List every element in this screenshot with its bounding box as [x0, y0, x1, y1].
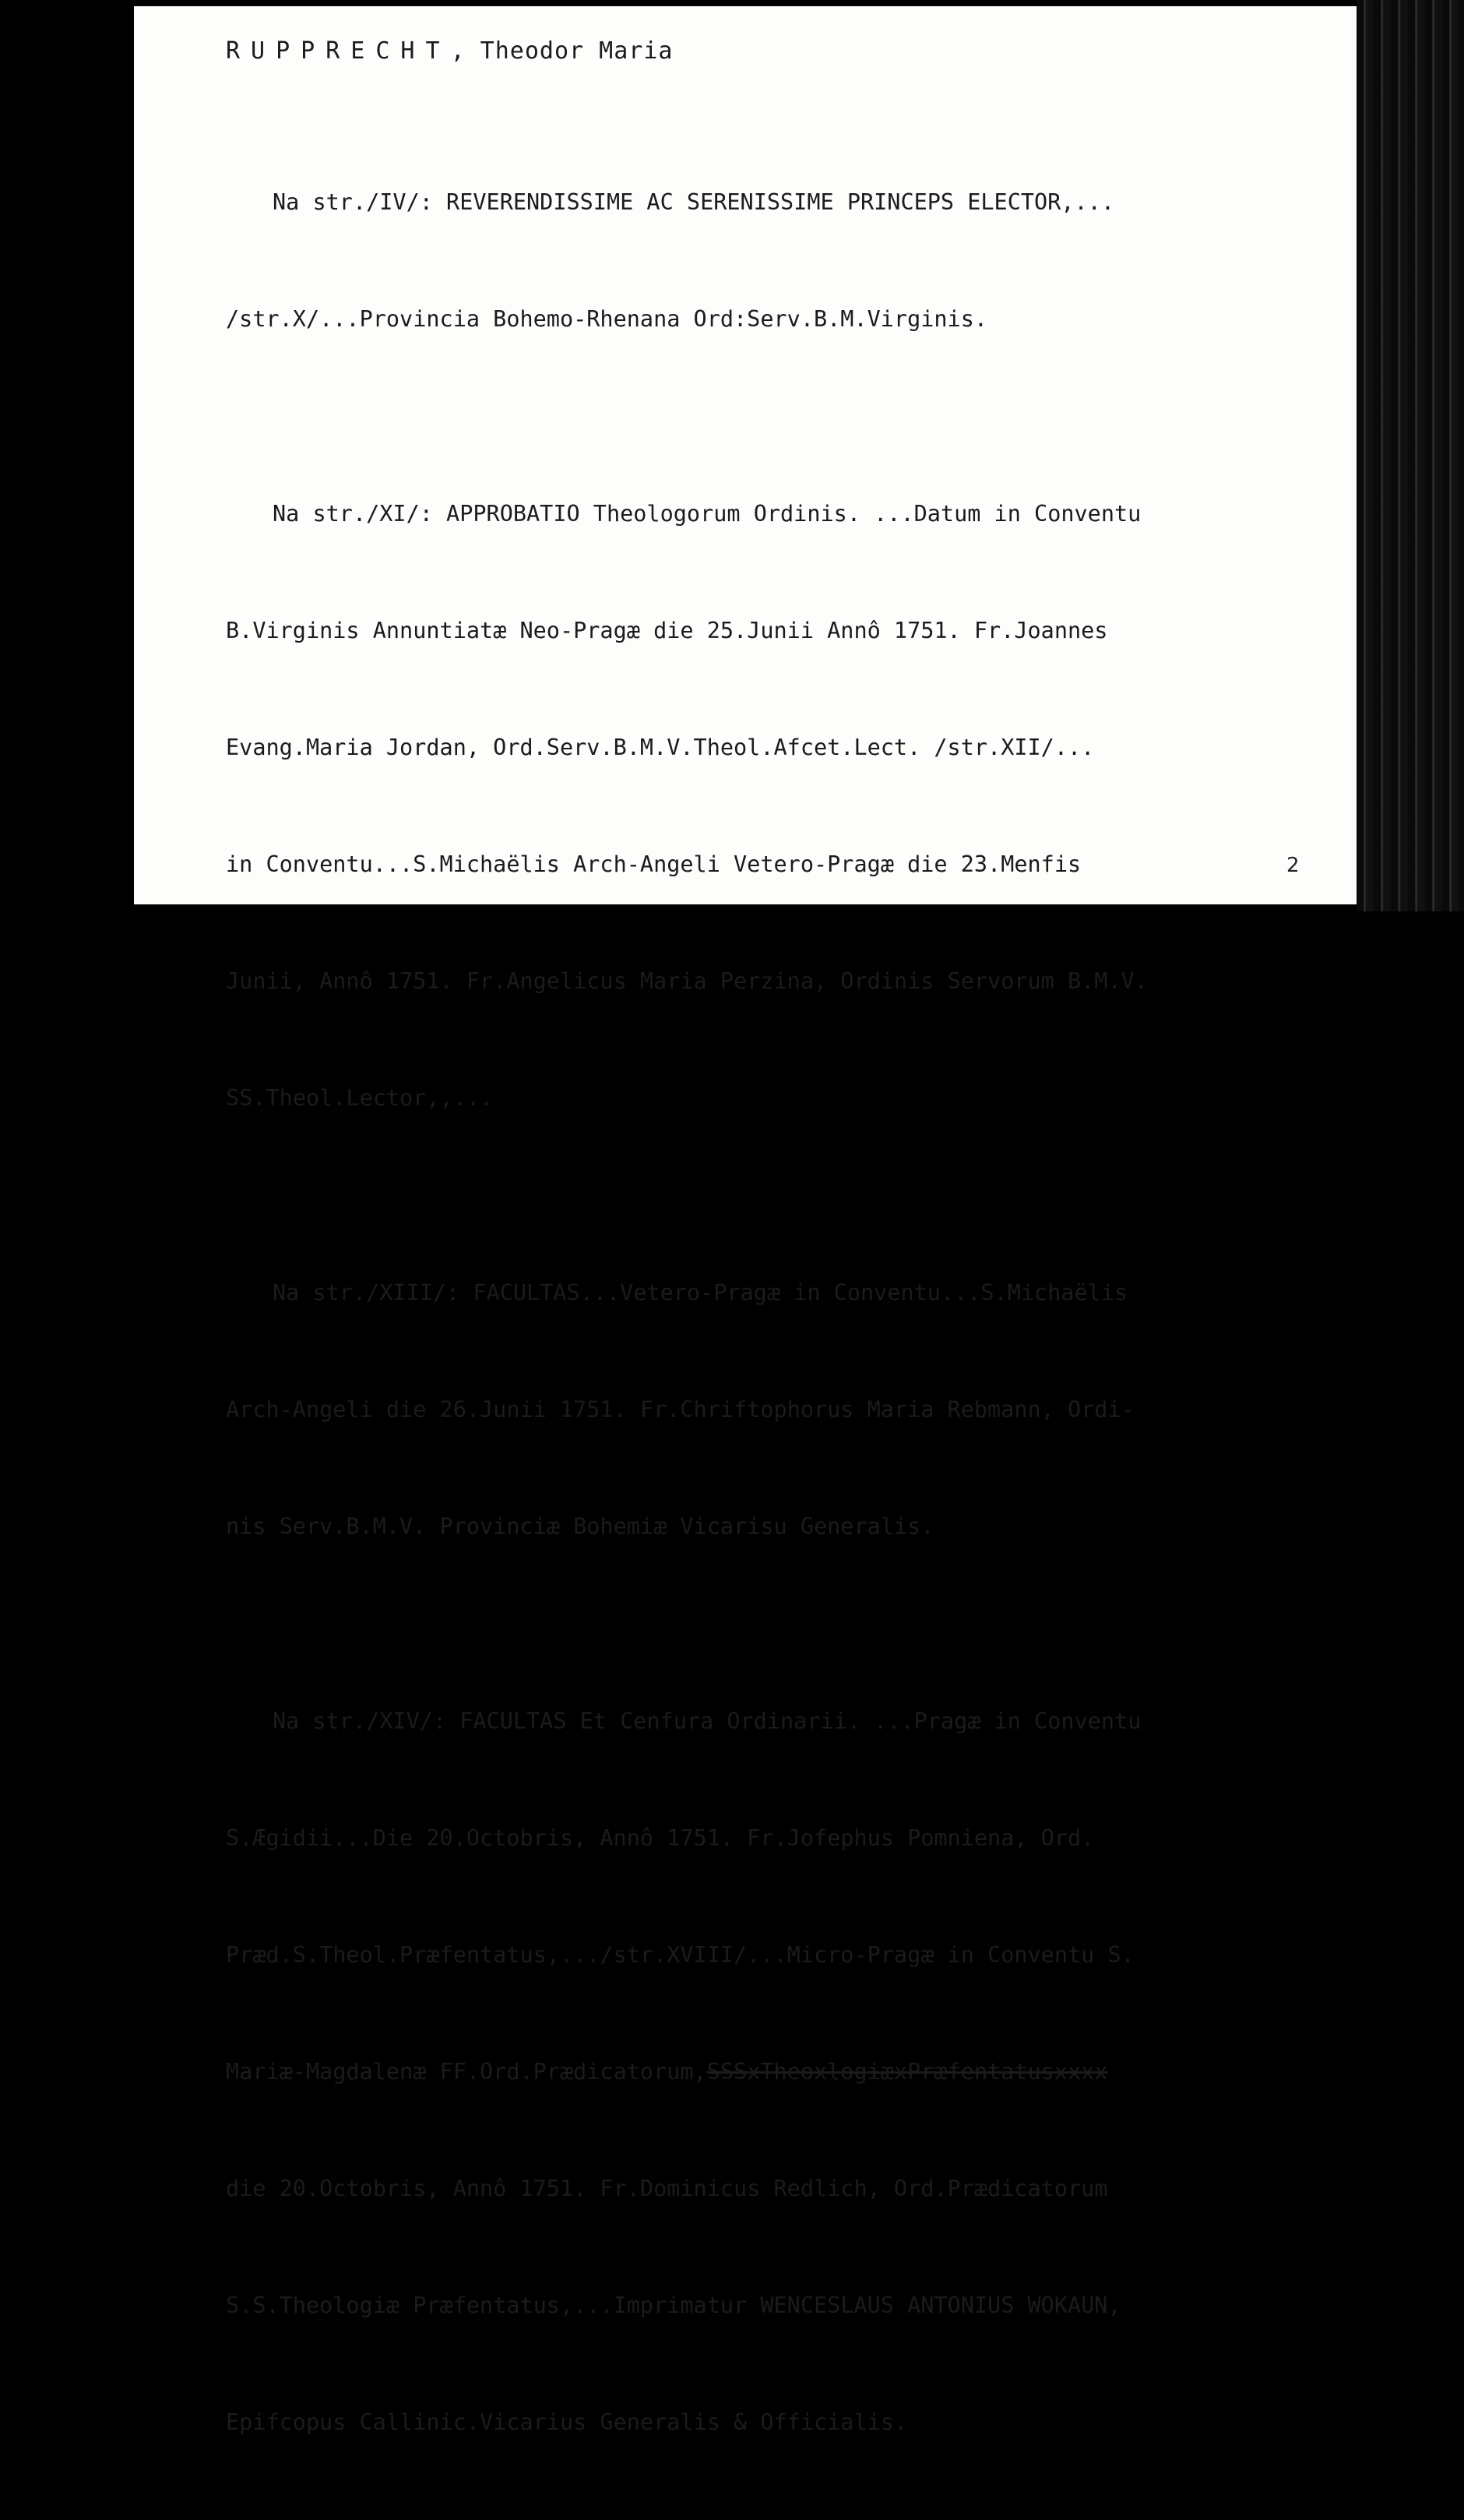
text-line: Arch-Angeli die 26.Junii 1751. Fr.Chriftophorus Maria Rebmann, Ordi-	[226, 1397, 1135, 1422]
scan-edge-shadow	[1357, 0, 1464, 911]
struck-out-text: SSSxTheoxlogiæxPræfentatusxxxx	[706, 2059, 1108, 2085]
text-segment: Mariæ-Magdalenæ FF.Ord.Prædicatorum,	[226, 2059, 707, 2085]
text-line: Præd.S.Theol.Præfentatus,.../str.XVIII/...Micro-Pragæ in Conventu S.	[226, 1942, 1135, 1968]
text-line: S.Ægidii...Die 20.Octobris, Annô 1751. Fr.Jofephus Pomniena, Ord.	[226, 1825, 1095, 1851]
document-body	[226, 37, 1316, 2520]
text-line: SS.Theol.Lector,,...	[226, 1085, 494, 1111]
text-line: Na str./XIII/: FACULTAS...Vetero-Pragæ in Conventu...S.Michaëlis	[273, 1280, 1128, 1306]
text-line: Epifcopus Callinic.Vicarius Generalis & Officialis.	[226, 2409, 908, 2435]
paragraph-1	[226, 105, 1316, 417]
text-line: B.Virginis Annuntiatæ Neo-Pragæ die 25.Junii Annô 1751. Fr.Joannes	[226, 618, 1108, 643]
paper-sheet	[134, 6, 1357, 2435]
page-number: 2	[1286, 854, 1300, 877]
text-line: nis Serv.B.M.V. Provinciæ Bohemiæ Vicarisu Generalis.	[226, 1514, 934, 1539]
paragraph-2	[226, 417, 1316, 1196]
text-line: S.S.Theologiæ Præfentatus,...Imprimatur WENCESLAUS ANTONIUS WOKAUN,	[226, 2293, 1121, 2318]
text-line: Junii, Annô 1751. Fr.Angelicus Maria Perzina, Ordinis Servorum B.M.V.	[226, 968, 1148, 994]
text-line: /str.X/...Provincia Bohemo-Rhenana Ord:Serv.B.M.Virginis.	[226, 306, 988, 332]
text-line: die 20.Octobris, Annô 1751. Fr.Dominicus Redlich, Ord.Prædicatorum	[226, 2176, 1108, 2201]
paragraph-3	[226, 1196, 1316, 1624]
text-line: Na str./XI/: APPROBATIO Theologorum Ordinis. ...Datum in Conventu	[273, 501, 1142, 527]
text-line: Na str./IV/: REVERENDISSIME AC SERENISSIME PRINCEPS ELECTOR,...	[273, 189, 1114, 215]
text-line	[226, 2053, 1316, 2092]
text-line: Evang.Maria Jordan, Ord.Serv.B.M.V.Theol.Afcet.Lect. /str.XII/...	[226, 735, 1095, 760]
text-line: Na str./XIV/: FACULTAS Et Cenfura Ordinarii. ...Pragæ in Conventu	[273, 1708, 1142, 1734]
surname: RUPPRECHT	[226, 37, 451, 65]
document-header	[226, 37, 1316, 65]
text-line: in Conventu...S.Michaëlis Arch-Angeli Vetero-Pragæ die 23.Menfis	[226, 851, 1082, 877]
paragraph-4	[226, 1624, 1316, 2520]
given-names: , Theodor Maria	[450, 37, 674, 65]
